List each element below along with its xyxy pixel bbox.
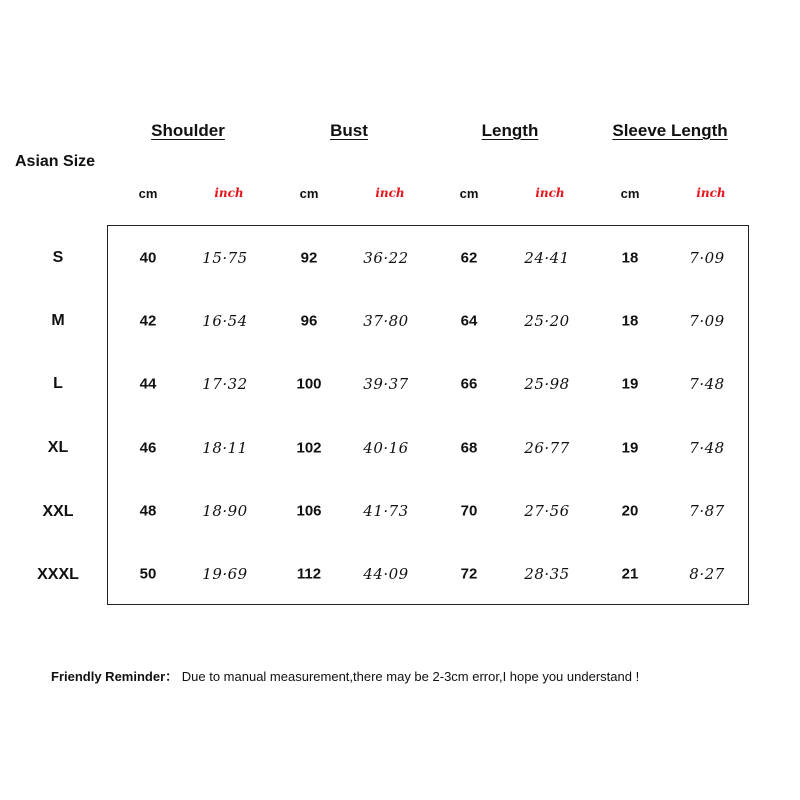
table-cell: 7·09	[689, 312, 725, 330]
unit-inch: inch	[696, 186, 726, 200]
table-cell: 15·75	[202, 249, 248, 267]
table-cell: 42	[139, 312, 157, 330]
table-cell: 92	[300, 249, 318, 267]
size-label: XXL	[42, 503, 74, 520]
table-cell: 46	[139, 439, 157, 457]
header-shoulder: Shoulder	[151, 121, 225, 140]
table-cell: 37·80	[363, 312, 409, 330]
table-cell: 39·37	[363, 375, 409, 393]
table-cell: 96	[300, 312, 318, 330]
unit-cm: cm	[138, 186, 158, 201]
table-cell: 8·27	[689, 565, 725, 583]
table-cell: 106	[296, 502, 322, 520]
table-cell: 18	[621, 249, 639, 267]
table-cell: 7·48	[689, 375, 725, 393]
friendly-reminder	[51, 666, 639, 685]
unit-cm: cm	[459, 186, 479, 201]
table-cell: 19·69	[202, 565, 248, 583]
unit-cm: cm	[620, 186, 640, 201]
table-cell: 25·98	[524, 375, 570, 393]
size-label: XL	[47, 439, 69, 456]
table-cell: 25·20	[524, 312, 570, 330]
unit-inch: inch	[375, 186, 405, 200]
table-cell: 7·87	[689, 502, 725, 520]
table-cell: 19	[621, 375, 639, 393]
table-cell: 18·90	[202, 502, 248, 520]
header-sleeve-length: Sleeve Length	[612, 121, 728, 140]
table-cell: 72	[460, 565, 478, 583]
table-cell: 44	[139, 375, 157, 393]
table-cell: 44·09	[363, 565, 409, 583]
table-cell: 112	[296, 565, 322, 583]
header-bust: Bust	[330, 121, 368, 140]
table-cell: 28·35	[524, 565, 570, 583]
unit-inch: inch	[214, 186, 244, 200]
asian-size-label: Asian Size	[15, 153, 96, 170]
unit-cm: cm	[299, 186, 319, 201]
table-cell: 26·77	[524, 439, 570, 457]
table-cell: 66	[460, 375, 478, 393]
size-table-frame	[107, 225, 749, 605]
table-cell: 20	[621, 502, 639, 520]
table-cell: 18·11	[202, 439, 248, 457]
table-cell: 27·56	[524, 502, 570, 520]
table-cell: 68	[460, 439, 478, 457]
table-cell: 17·32	[202, 375, 248, 393]
table-cell: 24·41	[524, 249, 570, 267]
table-cell: 18	[621, 312, 639, 330]
table-cell: 102	[296, 439, 322, 457]
table-cell: 48	[139, 502, 157, 520]
size-label: S	[52, 249, 64, 266]
table-cell: 21	[621, 565, 639, 583]
reminder-text: Due to manual measurement,there may be 2-3cm error,I hope you understand !	[181, 669, 640, 684]
unit-inch: inch	[535, 186, 565, 200]
reminder-label: Friendly Reminder：	[51, 669, 179, 684]
table-cell: 64	[460, 312, 478, 330]
table-cell: 40·16	[363, 439, 409, 457]
size-label: L	[53, 375, 63, 392]
size-label: XXXL	[37, 566, 79, 583]
table-cell: 7·09	[689, 249, 725, 267]
table-cell: 40	[139, 249, 157, 267]
table-cell: 7·48	[689, 439, 725, 457]
header-length: Length	[481, 121, 539, 140]
table-cell: 50	[139, 565, 157, 583]
table-cell: 36·22	[363, 249, 409, 267]
table-cell: 62	[460, 249, 478, 267]
table-cell: 19	[621, 439, 639, 457]
table-cell: 41·73	[363, 502, 409, 520]
size-label: M	[51, 312, 65, 329]
table-cell: 100	[296, 375, 322, 393]
table-cell: 70	[460, 502, 478, 520]
table-cell: 16·54	[202, 312, 248, 330]
